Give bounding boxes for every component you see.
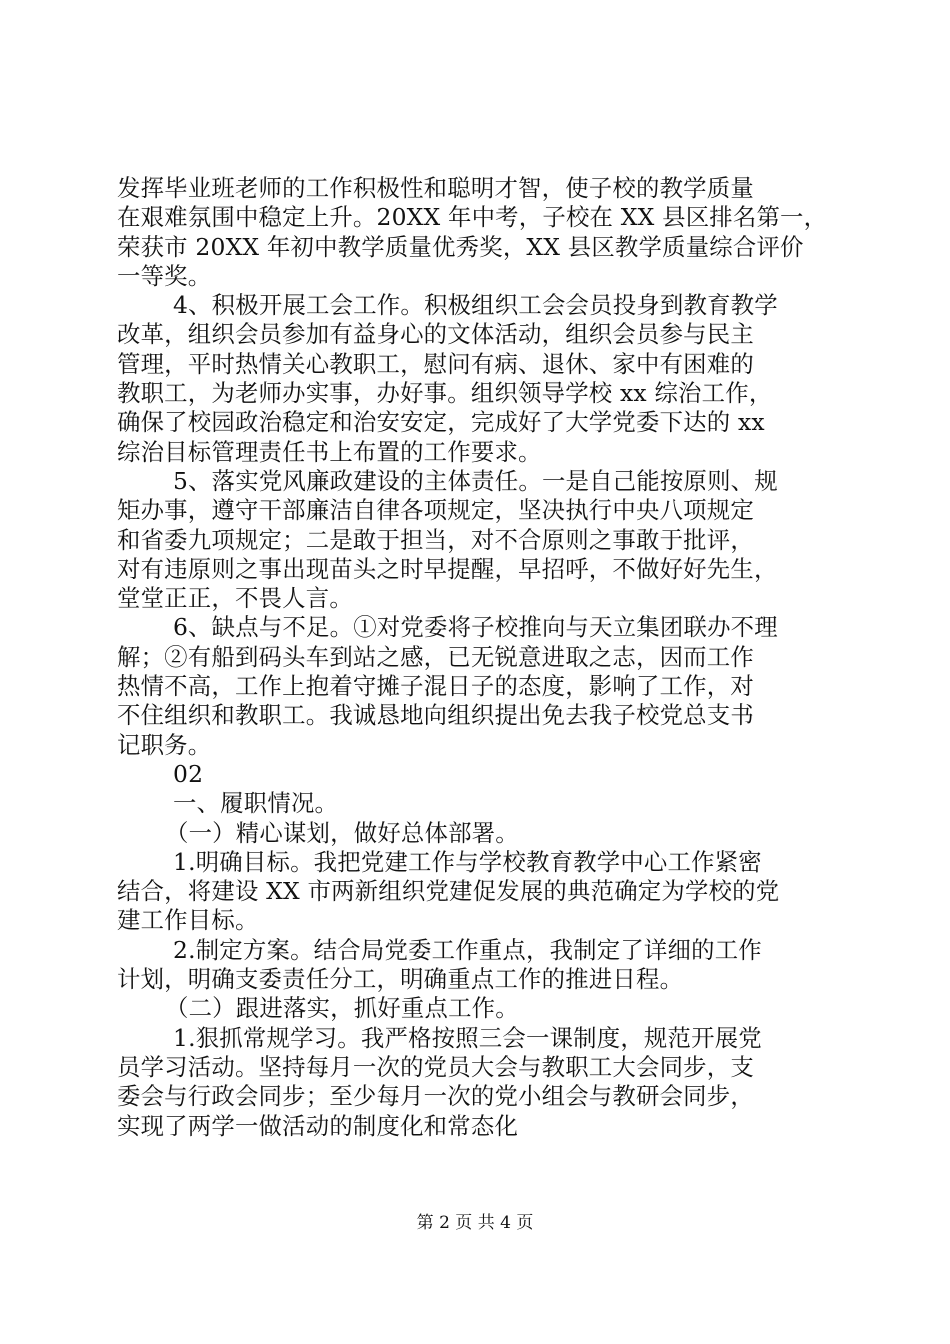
text-line: 确保了校园政治稳定和治安安定，完成好了大学党委下达的 xx — [117, 408, 765, 437]
text-line: 热情不高，工作上抱着守摊子混日子的态度，影响了工作，对 — [117, 672, 754, 701]
text-line: 发挥毕业班老师的工作积极性和聪明才智，使子校的教学质量 — [117, 174, 754, 202]
text-line: 计划，明确支委责任分工，明确重点工作的推进日程。 — [117, 965, 684, 994]
text-line: 矩办事，遵守干部廉洁自律各项规定，坚决执行中央八项规定 — [117, 496, 754, 525]
paragraph-start-line: 2.制定方案。结合局党委工作重点，我制定了详细的工作 — [173, 935, 762, 964]
text-line: 不住组织和教职工。我诚恳地向组织提出免去我子校党总支书 — [117, 701, 754, 730]
text-line: 记职务。 — [117, 730, 212, 759]
text-line: 建工作目标。 — [117, 906, 259, 935]
text-line: 员学习活动。坚持每月一次的党员大会与教职工大会同步，支 — [117, 1052, 754, 1081]
text-line: 和省委九项规定；二是敢于担当，对不合原则之事敢于批评， — [117, 525, 754, 554]
text-line: 对有违原则之事出现苗头之时早提醒，早招呼，不做好好先生， — [117, 554, 778, 583]
subsection-heading: （二）跟进落实，抓好重点工作。 — [165, 994, 519, 1023]
paragraph-start-line: 1.明确目标。我把党建工作与学校教育教学中心工作紧密 — [173, 847, 762, 876]
paragraph-start-line: 1.狠抓常规学习。我严格按照三会一课制度，规范开展党 — [173, 1023, 762, 1052]
text-line: 委会与行政会同步；至少每月一次的党小组会与教研会同步， — [117, 1082, 754, 1111]
text-line: 解；②有船到码头车到站之感，已无锐意进取之志，因而工作 — [117, 642, 754, 671]
paragraph-start-line: 4、积极开展工会工作。积极组织工会会员投身到教育教学 — [173, 291, 778, 320]
section-heading: 一、履职情况。 — [173, 789, 339, 818]
paragraph-start-line: 5、落实党风廉政建设的主体责任。一是自己能按原则、规 — [173, 466, 778, 495]
subsection-heading: （一）精心谋划，做好总体部署。 — [165, 818, 519, 847]
text-line: 综治目标管理责任书上布置的工作要求。 — [117, 437, 542, 466]
text-line: 改革，组织会员参加有益身心的文体活动，组织会员参与民主 — [117, 320, 754, 349]
text-line: 管理，平时热情关心教职工，慰问有病、退休、家中有困难的 — [117, 349, 754, 378]
page-footer: 第 2 页 共 4 页 — [416, 1213, 534, 1233]
document-body — [117, 174, 839, 1141]
section-number: 02 — [173, 759, 204, 788]
text-line: 荣获市 20XX 年初中教学质量优秀奖，XX 县区教学质量综合评价 — [117, 232, 804, 261]
text-line: 教职工，为老师办实事，办好事。组织领导学校 xx 综治工作， — [117, 379, 773, 408]
paragraph-start-line: 6、缺点与不足。①对党委将子校推向与天立集团联办不理 — [173, 613, 778, 642]
text-line: 在艰难氛围中稳定上升。20XX 年中考，子校在 XX 县区排名第一， — [117, 203, 828, 232]
text-line: 一等奖。 — [117, 261, 212, 290]
text-line: 堂堂正正，不畏人言。 — [117, 584, 353, 613]
text-line: 实现了两学一做活动的制度化和常态化 — [117, 1111, 519, 1140]
text-line: 结合，将建设 XX 市两新组织党建促发展的典范确定为学校的党 — [117, 877, 780, 906]
